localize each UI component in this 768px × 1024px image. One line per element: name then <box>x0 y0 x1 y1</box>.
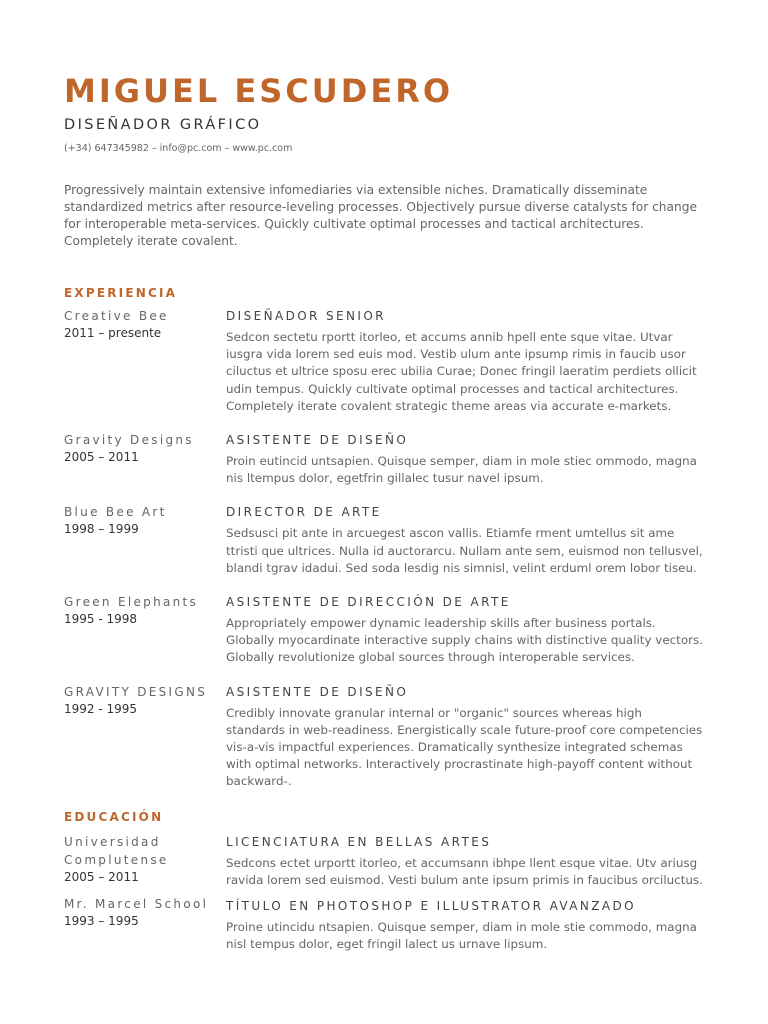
education-dates: 2005 – 2011 <box>64 869 139 884</box>
company-name: Blue Bee Art <box>64 505 167 520</box>
candidate-name: MIGUEL ESCUDERO <box>64 72 454 110</box>
profile-summary: Progressively maintain extensive infomediaries via extensible niches. Dramatically disseminate standardized metrics after resource-leveling processes. Objectively pursue diverse catalysts for change for interoperable meta-services. Quickly cultivate optimal processes and tactical architectures. Completely iterate covalent. <box>64 183 697 248</box>
job-position: DISEÑADOR SENIOR <box>226 309 386 323</box>
experience-entry <box>64 307 704 415</box>
school-name-line1: Universidad <box>64 834 161 849</box>
experience-entry <box>64 431 704 487</box>
employment-dates: 2011 – presente <box>64 326 162 340</box>
job-description: Proin eutincid untsapien. Quisque semper, diam in mole stiec ommodo, magna nis ltempus dolor, egetfrin gillalec tusur navel ipsum. <box>226 454 697 486</box>
job-position: ASISTENTE DE DIRECCIÓN DE ARTE <box>226 595 511 610</box>
candidate-role: DISEÑADOR GRÁFICO <box>64 117 262 133</box>
company-name: Gravity Designs <box>64 433 194 448</box>
company-name: Green Elephants <box>64 595 199 610</box>
school-name-line2: Complutense <box>64 852 169 867</box>
contact-info: (+34) 647345982 – info@pc.com – www.pc.com <box>64 143 293 154</box>
company-name: GRAVITY DESIGNS <box>64 684 208 699</box>
experience-section-title: EXPERIENCIA <box>64 286 178 300</box>
education-section-title: EDUCACIÓN <box>64 809 164 824</box>
job-position: DIRECTOR DE ARTE <box>226 505 382 520</box>
employment-dates: 1992 - 1995 <box>64 701 138 716</box>
experience-entry <box>64 683 704 791</box>
experience-entry <box>64 593 704 667</box>
employment-dates: 1995 - 1998 <box>64 612 138 627</box>
education-entry <box>64 833 704 889</box>
job-description: Sedsusci pit ante in arcuegest ascon vallis. Etiamfe rment umtellus sit ame ttristi que ultrices. Nulla id auctorarcu. Nullam ante sem, euismod non tellusvel, blandi tgrav idadui. Sed soda lesdig nis simnisl, velint erduml orem lobor tiseu. <box>226 526 703 575</box>
job-position: ASISTENTE DE DISEÑO <box>226 433 409 448</box>
job-description: Credibly innovate granular internal or "organic" sources whereas high standards in web-readiness. Energistically scale future-proof core competencies vis-a-vis impactful experiences. Dramatically synthesize integrated schemas with optimal networks. Interactively procrastinate high-payoff content without backward-. <box>226 705 703 789</box>
employment-dates: 2005 – 2011 <box>64 450 139 465</box>
experience-entry <box>64 503 704 577</box>
education-dates: 1993 – 1995 <box>64 914 139 929</box>
resume-page <box>64 72 704 953</box>
education-entry <box>64 895 704 953</box>
job-description: Sedcon sectetu rportt itorleo, et accums annib hpell ente sque vitae. Utvar iusgra vida lorem sed euis mod. Vestib ulum ante ipsump rimis in faucib usor ciluctus et ultrice sposu erec ubilia Curae; Donec fringil laeratim perdiets ollicit udin tempus. Quickly cultivate optimal processes and tactical architectures. Completely iterate covalent strategic theme areas via accurate e-markets. <box>226 330 697 413</box>
job-position: ASISTENTE DE DISEÑO <box>226 684 409 699</box>
employment-dates: 1998 – 1999 <box>64 522 139 537</box>
degree-title: TÍTULO EN PHOTOSHOP E ILLUSTRATOR AVANZADO <box>226 899 636 914</box>
degree-description: Proine utincidu ntsapien. Quisque semper, diam in mole stie commodo, magna nisl tempus dolor, eget fringil lalect us urnave lipsum. <box>226 920 697 952</box>
job-description: Appropriately empower dynamic leadership skills after business portals. Globally myocardinate interactive supply chains with distinctive quality vectors. Globally revolutionize global sources through interoperable services. <box>226 616 703 665</box>
degree-description: Sedcons ectet urportt itorleo, et accumsann ibhpe llent esque vitae. Utv ariusg ravida lorem sed euismod. Vesti bulum ante ipsum primis in faucibus orciluctus. <box>226 855 703 887</box>
school-name: Mr. Marcel School <box>64 897 209 912</box>
degree-title: LICENCIATURA EN BELLAS ARTES <box>226 834 492 849</box>
company-name: Creative Bee <box>64 309 169 323</box>
